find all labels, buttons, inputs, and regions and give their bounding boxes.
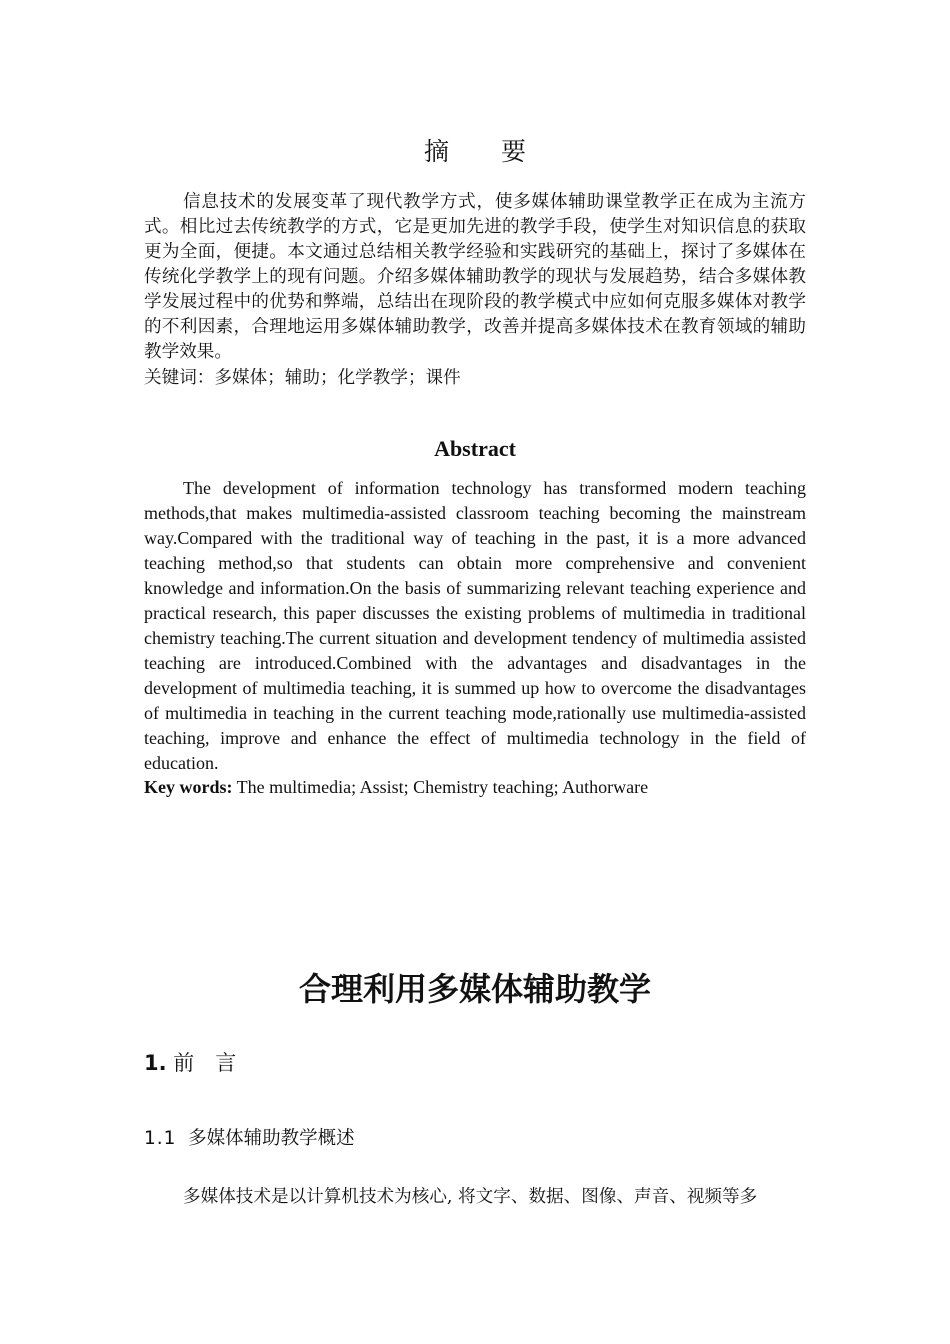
english-keywords [144, 775, 806, 800]
subsection-number: 1.1 [144, 1128, 177, 1149]
subsection-title: 多媒体辅助教学概述 [176, 1128, 355, 1149]
english-abstract-title: Abstract [434, 436, 516, 461]
english-abstract-body: The development of information technology has transformed modern teaching methods,that makes multimedia-assisted classroom teaching becoming the mainstream way.Compared with the traditional way of teaching in the past, it is a more advanced teaching method,so that students can obtain more comprehensive and convenient knowledge and information.On the basis of summarizing relevant teaching experience and practical research, this paper discusses the existing problems of multimedia in traditional chemistry teaching.The current situation and development tendency of multimedia assisted teaching are introduced.Combined with the advantages and disadvantages in the development of multimedia teaching, it is summed up how to overcome the disadvantages of multimedia in teaching in the current teaching mode,rationally use multimedia-assisted teaching, improve and enhance the effect of multimedia technology in the field of education. [144, 478, 806, 773]
english-keywords-list: The multimedia; Assist; Chemistry teaching; Authorware [232, 777, 649, 797]
section-number: 1. [144, 1051, 167, 1075]
chinese-abstract-title: 摘 要 [424, 137, 548, 166]
body-paragraph: 多媒体技术是以计算机技术为核心, 将文字、数据、图像、声音、视频等多 [183, 1187, 758, 1207]
main-title: 合理利用多媒体辅助教学 [298, 970, 651, 1008]
section-title: 前 言 [166, 1051, 237, 1075]
english-keywords-label: Key words: [144, 777, 233, 797]
chinese-abstract-body: 信息技术的发展变革了现代教学方式，使多媒体辅助课堂教学正在成为主流方式。相比过去传统教学的方式，它是更加先进的教学手段，使学生对知识信息的获取更为全面，便捷。本文通过总结相关教学经验和实践研究的基础上，探讨了多媒体在传统化学教学上的现有问题。介绍多媒体辅助教学的现状与发展趋势，结合多媒体教学发展过程中的优势和弊端，总结出在现阶段的教学模式中应如何克服多媒体对教学的不利因素，合理地运用多媒体辅助教学，改善并提高多媒体技术在教育领域的辅助教学效果。 [144, 192, 806, 362]
section-heading [144, 1047, 236, 1077]
subsection-heading [144, 1124, 355, 1150]
chinese-keywords: 关键词：多媒体；辅助；化学教学；课件 [144, 368, 461, 388]
